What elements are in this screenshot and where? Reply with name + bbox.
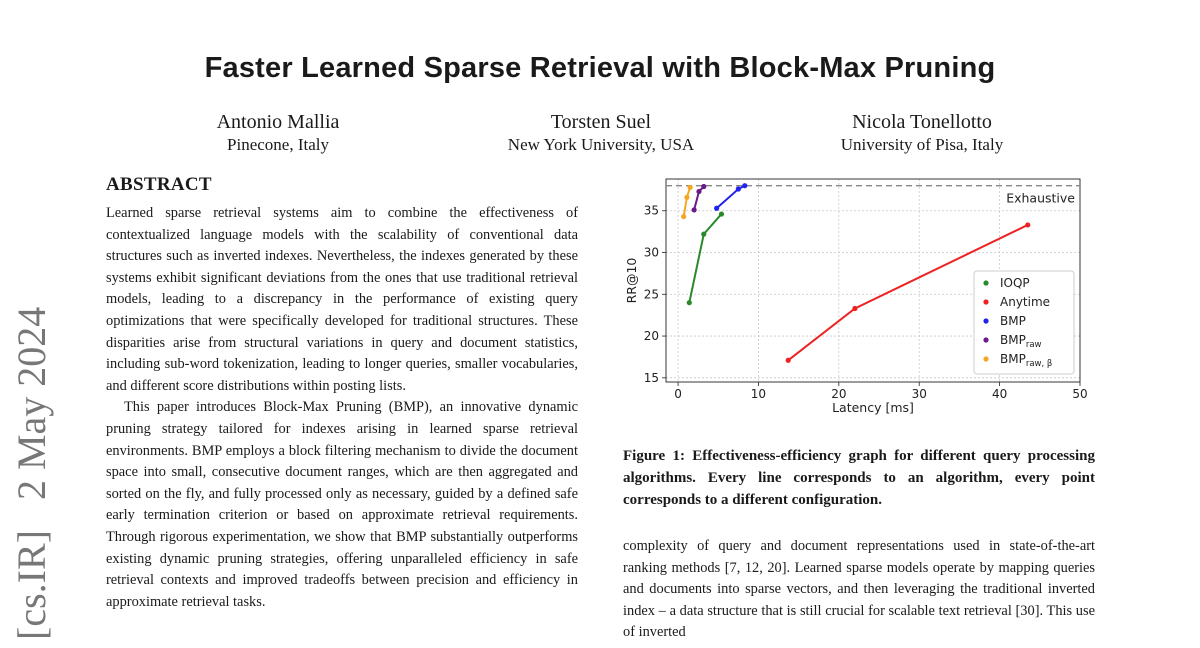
y-tick-label: 30 [643, 245, 659, 260]
legend-marker [983, 318, 988, 323]
abstract-paragraph: This paper introduces Block-Max Pruning (BMP), an innovative dynamic pruning strategy tailored for indexes arising in learned sparse retrieval environments. BMP employs a block filtering mechanism to divide the document space into small, consecutive document ranges, which are then aggregated and sorted on the fly, and fully processed only as necessary, guided by a defined safe early termination criterion or based on approximate retrieval requirements. Through rigorous experimentation, we show that BMP substantially outperforms existing dynamic pruning strategies, offering unparalleled efficiency in safe retrieval contexts and improved tradeoffs between precision and efficiency in approximate retrieval tasks. [106, 399, 578, 610]
abstract-paragraph: Learned sparse retrieval systems aim to combine the effectiveness of contextualized language models with the scalability of conventional data structures such as inverted indexes. Nevertheless, the indexes generated by these systems exhibit significant deviations from the ones that use traditional retrieval models, leading to a discrepancy in the performance of existing query optimizations that were specifically developed for traditional structures. These disparities arise from structural variations in query and document statistics, including sub-word tokenization, leading to longer queries, smaller vocabularies, and different score distributions within posting lists. [106, 205, 578, 394]
legend-entry: $BMP_{raw}$ [1000, 333, 1042, 350]
effectiveness-efficiency-chart [622, 170, 1092, 425]
author-name: Antonio Mallia [216, 111, 340, 133]
data-point [681, 214, 686, 219]
legend-entry: Anytime [1000, 295, 1051, 309]
data-point [688, 185, 693, 190]
body-text [623, 536, 1095, 644]
author-affiliation: New York University, USA [507, 135, 695, 154]
data-point [714, 206, 719, 211]
data-point [692, 207, 697, 212]
author-affiliation: Pinecone, Italy [227, 135, 329, 154]
author-name: Nicola Tonellotto [852, 111, 992, 133]
author-block [800, 110, 1044, 156]
data-point [742, 183, 747, 188]
data-point [719, 211, 724, 216]
data-point [1025, 222, 1030, 227]
data-point [852, 306, 857, 311]
data-point [701, 232, 706, 237]
body-paragraph: complexity of query and document representations used in state-of-the-art ranking methods [7, 12, 20]. Learned sparse models operate by mapping queries and documents into sparse vectors, and then leveraging the traditional inverted index – a data structure that is still crucial for scalable text retrieval [30]. This use of inverted [623, 538, 1095, 641]
y-axis-label: RR@10 [624, 257, 639, 304]
y-tick-label: 15 [643, 370, 659, 385]
series-line [684, 187, 690, 216]
author-block [470, 110, 732, 156]
data-point [684, 195, 689, 200]
arxiv-sidebar-label: [cs.IR] 2 May 2024 [9, 306, 54, 640]
legend-entry: BMP [1000, 314, 1026, 328]
legend-entry: IOQP [1000, 276, 1030, 290]
series-line [689, 214, 721, 303]
x-tick-label: 20 [831, 387, 847, 401]
legend-entry: $BMP_{raw, \beta}$ [1000, 352, 1053, 369]
reference-line-label: Exhaustive [1006, 190, 1075, 206]
y-tick-label: 20 [643, 329, 659, 344]
x-axis-label: Latency [ms] [832, 400, 914, 415]
legend-marker [983, 299, 988, 304]
y-tick-label: 25 [643, 287, 659, 302]
data-point [736, 186, 741, 191]
author-affiliation: University of Pisa, Italy [840, 135, 1004, 154]
x-tick-label: 0 [674, 387, 682, 401]
x-tick-label: 40 [991, 387, 1008, 401]
x-tick-label: 30 [911, 387, 927, 401]
data-point [786, 358, 791, 363]
figure-caption: Figure 1: Effectiveness-efficiency graph for different query processing algorithms. Every line corresponds to an algorithm, every point corresponds to a different configuration. [623, 448, 1095, 508]
x-tick-label: 50 [1072, 387, 1088, 401]
data-point [687, 300, 692, 305]
abstract-body [106, 203, 578, 613]
x-tick-label: 10 [750, 387, 767, 401]
legend-marker [983, 356, 988, 361]
y-tick-label: 35 [643, 203, 659, 218]
paper-title: Faster Learned Sparse Retrieval with Block-Max Pruning [204, 52, 996, 84]
author-block [178, 110, 378, 156]
abstract-heading: ABSTRACT [106, 174, 212, 195]
author-name: Torsten Suel [550, 111, 652, 133]
data-point [696, 189, 701, 194]
data-point [701, 184, 706, 189]
legend-marker [983, 280, 988, 285]
legend-marker [983, 337, 988, 342]
